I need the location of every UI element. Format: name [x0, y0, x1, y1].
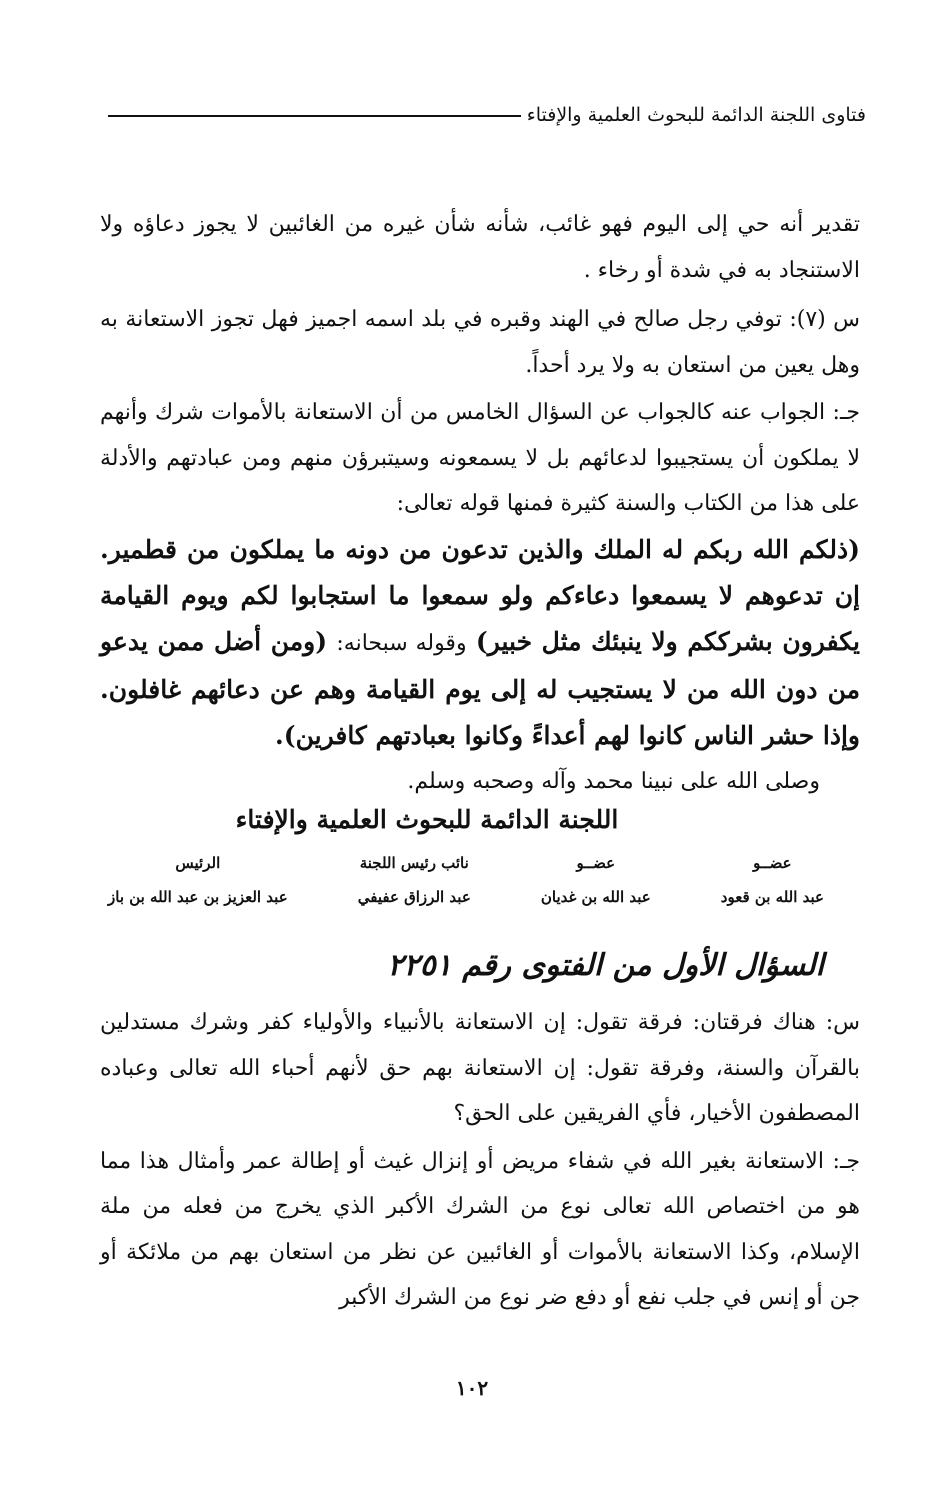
question-heading: السؤال الأول من الفتوى رقم ٢٢٥١	[387, 948, 824, 983]
signature-role: الرئيس	[175, 854, 221, 872]
question-paragraph: س: هناك فرقتان: فرقة تقول: إن الاستعانة بالأنبياء والأولياء كفر وشرك مستدلين بالقرآن والسنة، وفرقة تقول: إن الاستعانة بهم حق لأنهم أحباء الله تعالى وعباده المصطفون الأخيار، فأي الفريقين على الحق؟	[100, 1010, 860, 1126]
paragraph: تقدير أنه حي إلى اليوم فهو غائب، شأنه شأن غيره من الغائبين لا يجوز دعاؤه ولا الاستنجاد به في شدة أو رخاء .	[100, 212, 860, 283]
signature-name: عبد الله بن قعود	[720, 888, 824, 906]
quran-verse-2: (ومن أضل ممن يدعو من دون الله من لا يستجيب له إلى يوم القيامة وهم عن دعائهم غافلون. وإذا حشر الناس كانوا لهم أعداءً وكانوا بعبادتهم كافرين).	[100, 626, 860, 750]
page-number: ١٠٢	[455, 1376, 489, 1400]
header-rule	[108, 115, 521, 117]
running-title: فتاوى اللجنة الدائمة للبحوث العلمية والإفتاء	[526, 104, 866, 126]
committee-title: اللجنة الدائمة للبحوث العلمية والإفتاء	[235, 805, 619, 834]
signature-role: عضــو	[753, 854, 792, 872]
body-block-top	[100, 202, 860, 804]
body-block-bottom	[100, 1000, 860, 1321]
question-7: س (٧): توفي رجل صالح في الهند وقبره في بلد اسمه اجميز فهل تجوز الاستعانة به وهل يعين من استعان به ولا يرد أحداً.	[100, 307, 860, 378]
closing-prayer: وصلى الله على نبينا محمد وآله وصحبه وسلم.	[407, 768, 820, 794]
signature-role: نائب رئيس اللجنة	[359, 854, 469, 872]
quran-verse-block	[100, 527, 860, 759]
signature-name: عبد العزيز بن عبد الله بن باز	[108, 888, 288, 906]
signature-member-2	[541, 846, 651, 914]
signature-vice-chair	[358, 846, 471, 914]
signature-role: عضــو	[576, 854, 616, 872]
verse-connector: وقوله سبحانه:	[336, 630, 467, 656]
answer-7: جـ: الجواب عنه كالجواب عن السؤال الخامس من أن الاستعانة بالأموات شرك وأنهم لا يملكون أن يستجيبوا لدعائهم بل لا يسمعونه وسيتبرؤن منهم ومن عبادتهم والأدلة على هذا من الكتاب والسنة كثيرة فمنها قوله تعالى:	[100, 400, 860, 516]
signature-chair	[108, 846, 288, 914]
running-header	[108, 92, 866, 126]
signature-name: عبد الله بن غديان	[540, 888, 651, 906]
signature-member-1	[721, 846, 824, 914]
quran-verse-1: (ذلكم الله ربكم له الملك والذين تدعون من دونه ما يملكون من قطمير. إن تدعوهم لا يسمعوا دعاءكم ولو سمعوا ما استجابوا لكم ويوم القيامة يكفرون بشرككم ولا ينبئك مثل خبير)	[100, 534, 861, 656]
answer-paragraph: جـ: الاستعانة بغير الله في شفاء مريض أو إنزال غيث أو إطالة عمر وأمثال هذا مما هو من اختصاص الله تعالى نوع من الشرك الأكبر الذي يخرج من فعله من ملة الإسلام، وكذا الاستعانة بالأموات أو الغائبين عن نظر من استعان بهم من ملائكة أو جن أو إنس في جلب نفع أو دفع ضر نوع من الشرك الأكبر	[100, 1148, 860, 1310]
signature-block	[108, 846, 824, 914]
signature-name: عبد الرزاق عفيفي	[357, 888, 471, 906]
